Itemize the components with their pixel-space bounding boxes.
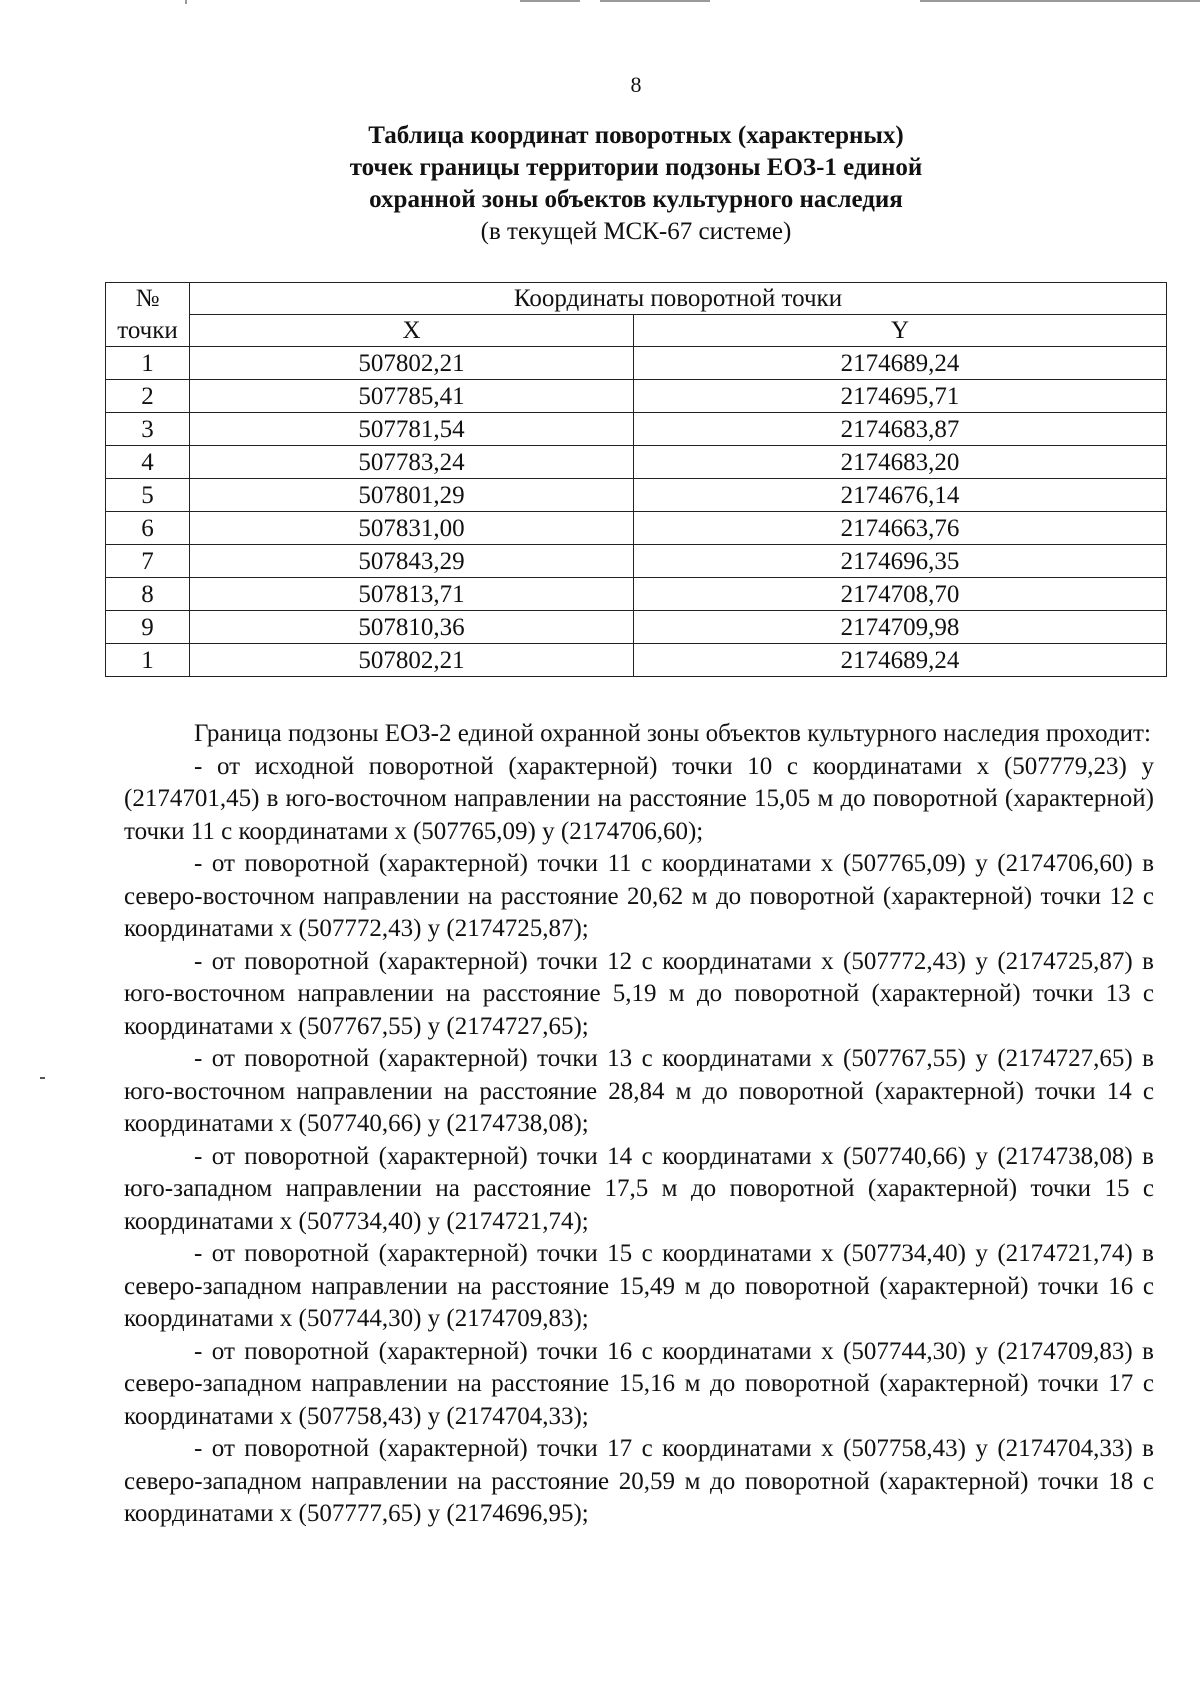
title-subtitle: (в текущей МСК-67 системе) xyxy=(480,218,792,245)
y-value-cell: 2174663,76 xyxy=(634,512,1167,545)
point-number-cell: 3 xyxy=(106,413,190,446)
x-value-cell: 507813,71 xyxy=(190,578,634,611)
boundary-segment-paragraph: - от исходной поворотной (характерной) точки 10 с координатами х (507779,23) у (2174701,45) в юго-восточном направлении на расстояние 15,05 м до поворотной (характерной) точки 11 с координатами х (507765,09) у (2174706,60); xyxy=(124,752,1154,845)
x-value-cell: 507831,00 xyxy=(190,512,634,545)
document-title xyxy=(0,120,1200,248)
boundary-segment-paragraph: - от поворотной (характерной) точки 14 с координатами х (507740,66) у (2174738,08) в юго-западном направлении на расстояние 17,5 м до поворотной (характерной) точки 15 с координатами х (507734,40) у (2174721,74); xyxy=(124,1142,1154,1235)
scan-mark xyxy=(600,0,710,2)
title-line: охранной зоны объектов культурного наследия xyxy=(369,186,903,213)
boundary-segment-paragraph: - от поворотной (характерной) точки 13 с координатами х (507767,55) у (2174727,65) в юго-восточном направлении на расстояние 28,84 м до поворотной (характерной) точки 14 с координатами х (507740,66) у (2174738,08); xyxy=(124,1045,1154,1137)
header-y-label: Y xyxy=(890,317,910,344)
x-value-cell: 507802,21 xyxy=(190,644,634,677)
header-number-cell xyxy=(106,315,190,347)
y-value-cell: 2174708,70 xyxy=(634,578,1167,611)
scan-mark xyxy=(520,0,580,2)
x-value-cell: 507802,21 xyxy=(190,347,634,380)
header-coords-cell xyxy=(190,283,1167,315)
point-number-cell: 6 xyxy=(106,512,190,545)
header-number-label: № xyxy=(135,285,160,313)
table-row xyxy=(106,644,1167,677)
table-subheader-row xyxy=(106,315,1167,347)
point-number-cell: 9 xyxy=(106,611,190,644)
point-number-cell: 5 xyxy=(106,479,190,512)
boundary-description xyxy=(124,718,1154,1531)
table-row xyxy=(106,413,1167,446)
y-value-cell: 2174689,24 xyxy=(634,347,1167,380)
y-value-cell: 2174709,98 xyxy=(634,611,1167,644)
header-point-label: точки xyxy=(117,316,178,344)
table-row xyxy=(106,578,1167,611)
boundary-segment-paragraph: - от поворотной (характерной) точки 11 с координатами х (507765,09) у (2174706,60) в северо-восточном направлении на расстояние 20,62 м до поворотной (характерной) точки 12 с координатами х (507772,43) у (2174725,87); xyxy=(124,850,1154,942)
x-value-cell: 507810,36 xyxy=(190,611,634,644)
table-row xyxy=(106,479,1167,512)
y-value-cell: 2174683,87 xyxy=(634,413,1167,446)
point-number-cell: 4 xyxy=(106,446,190,479)
x-value-cell: 507785,41 xyxy=(190,380,634,413)
y-value-cell: 2174683,20 xyxy=(634,446,1167,479)
y-value-cell: 2174695,71 xyxy=(634,380,1167,413)
scan-mark xyxy=(185,0,187,4)
x-value-cell: 507783,24 xyxy=(190,446,634,479)
x-value-cell: 507843,29 xyxy=(190,545,634,578)
header-y-cell xyxy=(634,315,1167,347)
header-x-cell xyxy=(190,315,634,347)
y-value-cell: 2174676,14 xyxy=(634,479,1167,512)
point-number-cell: 7 xyxy=(106,545,190,578)
table-row xyxy=(106,446,1167,479)
x-value-cell: 507781,54 xyxy=(190,413,634,446)
table-row xyxy=(106,611,1167,644)
page-number: 8 xyxy=(630,72,642,97)
coordinates-table xyxy=(105,282,1167,677)
y-value-cell: 2174696,35 xyxy=(634,545,1167,578)
point-number-cell: 8 xyxy=(106,578,190,611)
point-number-cell: 2 xyxy=(106,380,190,413)
title-line: точек границы территории подзоны ЕОЗ-1 единой xyxy=(349,154,923,181)
y-value-cell: 2174689,24 xyxy=(634,644,1167,677)
title-line: Таблица координат поворотных (характерных) xyxy=(368,122,904,149)
header-number-cell xyxy=(106,283,190,315)
table-row xyxy=(106,545,1167,578)
boundary-segment-paragraph: - от поворотной (характерной) точки 12 с координатами х (507772,43) у (2174725,87) в юго-восточном направлении на расстояние 5,19 м до поворотной (характерной) точки 13 с координатами х (507767,55) у (2174727,65); xyxy=(124,947,1154,1040)
point-number-cell: 1 xyxy=(106,644,190,677)
x-value-cell: 507801,29 xyxy=(190,479,634,512)
boundary-segment-paragraph: - от поворотной (характерной) точки 16 с координатами х (507744,30) у (2174709,83) в северо-западном направлении на расстояние 15,16 м до поворотной (характерной) точки 17 с координатами х (507758,43) у (2174704,33); xyxy=(124,1337,1154,1430)
scan-mark xyxy=(40,1077,45,1079)
scan-mark xyxy=(920,0,1200,2)
table-row xyxy=(106,380,1167,413)
intro-paragraph: Граница подзоны ЕОЗ-2 единой охранной зоны объектов культурного наследия проходит: xyxy=(194,720,1151,747)
header-coords-label: Координаты поворотной точки xyxy=(513,285,843,312)
table-header-row xyxy=(106,283,1167,315)
boundary-segment-paragraph: - от поворотной (характерной) точки 15 с координатами х (507734,40) у (2174721,74) в северо-западном направлении на расстояние 15,49 м до поворотной (характерной) точки 16 с координатами х (507744,30) у (2174709,83); xyxy=(124,1240,1154,1332)
table-row xyxy=(106,347,1167,380)
table-row xyxy=(106,512,1167,545)
header-x-label: X xyxy=(402,317,421,344)
boundary-segment-paragraph: - от поворотной (характерной) точки 17 с координатами х (507758,43) у (2174704,33) в северо-западном направлении на расстояние 20,59 м до поворотной (характерной) точки 18 с координатами х (507777,65) у (2174696,95); xyxy=(124,1435,1154,1527)
point-number-cell: 1 xyxy=(106,347,190,380)
